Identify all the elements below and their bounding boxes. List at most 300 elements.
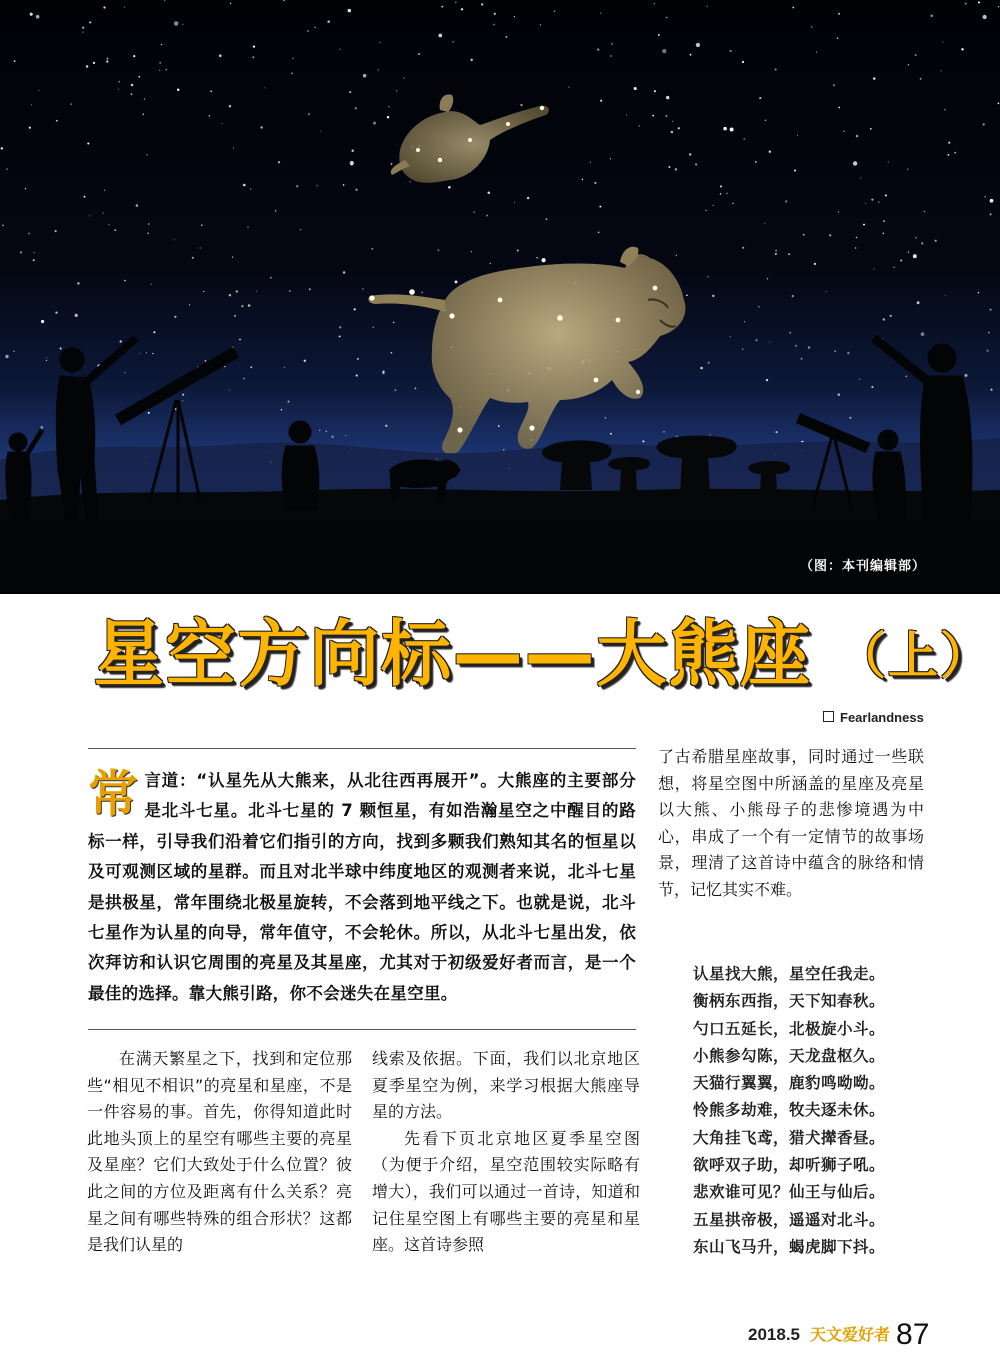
star — [82, 31, 83, 32]
star — [144, 98, 145, 99]
star — [356, 375, 358, 377]
star — [765, 119, 767, 121]
intro-paragraph — [88, 766, 636, 1009]
star — [870, 128, 872, 130]
star — [256, 291, 257, 292]
star — [275, 210, 277, 212]
star — [70, 103, 72, 105]
star — [639, 125, 640, 126]
page-footer — [748, 1318, 929, 1352]
star — [486, 215, 488, 217]
star — [224, 366, 225, 367]
star — [597, 48, 599, 50]
star — [514, 202, 515, 203]
star — [118, 81, 120, 83]
star — [182, 400, 183, 401]
star — [264, 87, 265, 88]
star — [395, 389, 397, 391]
star — [247, 226, 248, 227]
star — [46, 357, 47, 358]
star — [55, 230, 57, 232]
star — [103, 213, 104, 214]
star — [373, 122, 376, 125]
star — [908, 252, 909, 253]
star — [954, 152, 956, 154]
star — [200, 247, 201, 248]
star — [686, 295, 688, 297]
star — [708, 362, 710, 364]
star — [785, 200, 787, 202]
star — [642, 440, 644, 442]
star — [600, 12, 601, 13]
star — [210, 90, 212, 92]
star — [882, 233, 884, 235]
star — [732, 203, 733, 204]
star — [712, 295, 714, 297]
star — [234, 315, 236, 317]
star — [965, 3, 967, 5]
star — [28, 233, 30, 235]
star — [30, 13, 33, 16]
star — [774, 68, 776, 70]
star — [666, 96, 669, 99]
star — [983, 15, 987, 19]
star — [863, 224, 865, 226]
star — [438, 34, 442, 38]
star — [25, 188, 26, 189]
star — [921, 242, 923, 244]
star — [143, 113, 144, 114]
star — [20, 251, 22, 253]
star — [320, 131, 321, 132]
star — [151, 284, 152, 285]
intro-top-rule — [88, 748, 636, 749]
star — [13, 351, 14, 352]
star — [350, 161, 354, 165]
star — [84, 196, 86, 198]
star — [849, 417, 851, 419]
star — [86, 65, 88, 67]
star — [527, 197, 529, 199]
star — [87, 142, 89, 144]
poem-line: 东山飞马升，蝎虎脚下抖。 — [693, 1236, 886, 1256]
star — [14, 60, 16, 62]
star — [493, 24, 495, 26]
star — [838, 211, 839, 212]
star — [803, 234, 805, 236]
star — [908, 64, 909, 65]
star — [853, 161, 857, 165]
star — [545, 218, 547, 220]
star — [792, 7, 794, 9]
star — [990, 199, 994, 203]
star — [885, 194, 887, 196]
star — [38, 90, 39, 91]
star — [382, 372, 384, 374]
star — [36, 15, 40, 19]
star — [345, 435, 346, 436]
night-sky-scene — [0, 0, 1000, 594]
poem-line: 小熊参勾陈，天龙盘枢久。 — [693, 1045, 886, 1065]
star — [590, 162, 591, 163]
star — [471, 251, 472, 252]
star — [658, 34, 660, 36]
star — [252, 56, 254, 58]
star — [920, 78, 922, 80]
star — [388, 106, 389, 107]
star — [826, 291, 827, 292]
star — [890, 315, 892, 317]
star — [308, 113, 310, 115]
star — [792, 295, 794, 297]
star — [924, 211, 926, 213]
star — [174, 21, 179, 26]
star — [505, 36, 507, 38]
star — [148, 412, 150, 414]
star — [378, 69, 379, 70]
star — [769, 342, 770, 343]
star — [55, 311, 57, 313]
star — [610, 433, 612, 435]
poem-line: 勺口五延长，北极旋小斗。 — [693, 1018, 886, 1038]
star — [610, 158, 611, 159]
star — [300, 229, 301, 230]
star — [403, 77, 404, 78]
star — [742, 348, 743, 349]
star — [396, 90, 397, 91]
article-title-suffix: （上） — [836, 627, 993, 685]
star — [354, 308, 356, 310]
star — [104, 189, 106, 191]
star — [775, 253, 777, 255]
star — [233, 148, 234, 149]
star — [314, 27, 315, 28]
star — [34, 252, 35, 253]
star — [678, 127, 680, 129]
star — [860, 178, 861, 179]
star — [230, 3, 231, 4]
star — [296, 185, 298, 187]
star — [794, 170, 796, 172]
star — [131, 84, 134, 87]
article-title-main: 星空方向标——大熊座 — [94, 612, 812, 696]
article-title — [94, 612, 992, 698]
star — [40, 426, 43, 429]
star — [201, 224, 203, 226]
star — [339, 49, 340, 50]
star — [241, 305, 244, 308]
star — [148, 223, 150, 225]
star — [743, 138, 745, 140]
star — [60, 348, 62, 350]
star — [288, 401, 290, 403]
star — [917, 301, 920, 304]
body-paragraph: 先看下页北京地区夏季星空图（为便于介绍，星空范围较实际略有增大），我们可以通过一首诗，知道和记住星空图上有哪些主要的亮星和星座。这首诗参照 — [372, 1128, 640, 1255]
star — [900, 259, 902, 261]
star — [159, 70, 160, 71]
star — [930, 15, 933, 18]
star — [343, 271, 345, 273]
star — [325, 430, 327, 432]
image-credit: （图：本刊编辑部） — [799, 559, 926, 574]
star — [755, 161, 757, 163]
star — [913, 254, 917, 258]
star — [696, 43, 700, 47]
star — [488, 191, 491, 194]
star — [415, 388, 417, 390]
star — [654, 3, 655, 4]
star — [250, 366, 252, 368]
star — [689, 153, 691, 155]
star — [281, 409, 282, 410]
star — [490, 263, 491, 264]
star — [153, 331, 155, 333]
star — [343, 184, 345, 186]
star — [77, 282, 80, 285]
star — [474, 212, 475, 213]
star — [229, 390, 230, 391]
star — [41, 320, 44, 323]
star — [152, 353, 153, 354]
star — [634, 87, 637, 90]
star — [391, 352, 393, 354]
poem-line: 欲呼双子助，却听狮子吼。 — [693, 1155, 886, 1175]
star — [907, 169, 908, 170]
star — [243, 378, 245, 380]
star — [307, 30, 309, 32]
star — [838, 107, 840, 109]
star — [189, 304, 190, 305]
star — [865, 203, 866, 204]
star — [120, 340, 122, 342]
star — [905, 376, 907, 378]
star — [983, 123, 985, 125]
star — [6, 168, 8, 170]
star — [5, 355, 8, 358]
star — [598, 232, 600, 234]
star — [921, 332, 925, 336]
star — [789, 332, 791, 334]
star — [676, 255, 677, 256]
star — [795, 345, 797, 347]
star — [671, 131, 674, 134]
star — [855, 247, 856, 248]
star — [148, 233, 149, 234]
poem-line: 天猫行翼翼，鹿豹鸣呦呦。 — [693, 1073, 886, 1093]
star — [270, 277, 271, 278]
star — [610, 55, 612, 57]
star — [385, 425, 387, 427]
star — [292, 57, 293, 58]
star — [481, 3, 483, 5]
star — [410, 181, 411, 182]
star — [943, 41, 944, 42]
star — [814, 263, 816, 265]
star — [89, 21, 91, 23]
star — [174, 316, 176, 318]
star — [304, 360, 306, 362]
star — [663, 431, 664, 432]
star — [833, 84, 835, 86]
star — [349, 91, 351, 93]
star — [987, 350, 989, 352]
star — [133, 55, 135, 57]
hero-illustration — [0, 0, 1000, 594]
star — [177, 89, 180, 92]
star — [769, 151, 771, 153]
star — [357, 358, 359, 360]
poem-line: 五星拱帝极，遥遥对北斗。 — [693, 1209, 886, 1229]
star — [192, 257, 194, 259]
star — [662, 49, 666, 53]
intro-text: 言道：“认星先从大熊来，从北往西再展开”。大熊座的主要部分是北斗七星。北斗七星的 7 颗恒星，有如浩瀚星空之中醒目的路标一样，引导我们沿着它们指引的方向，找到多颗我们熟知其名的恒星以及可观测区域的星群。而且对北半球中纬度地区的观测者来说，北斗七星是拱极星，常年围绕北极星旋转，不会落到地平线之下。也就是说，北斗七星作为认星的向导，常年值守，不会轮休。所以，从北斗七星出发，依次拜访和认识它周围的亮星及其星座，尤其对于初级爱好者而言，是一个最佳的选择。靠大熊引路，你不会迷失在星空里。 — [88, 771, 636, 1003]
star — [988, 332, 990, 334]
star — [837, 37, 839, 39]
star — [935, 240, 937, 242]
star — [182, 24, 183, 25]
star — [106, 60, 108, 62]
star — [448, 186, 451, 189]
star — [730, 336, 731, 337]
star — [219, 54, 222, 57]
star — [843, 130, 845, 132]
star — [514, 16, 515, 17]
star — [666, 17, 668, 19]
poem-line: 大角挂飞鸢，猎犬撵香昼。 — [693, 1127, 886, 1147]
star — [278, 161, 280, 163]
star — [33, 259, 35, 261]
star — [775, 431, 777, 433]
star — [124, 372, 125, 373]
star — [93, 62, 95, 64]
constellation-poem — [693, 960, 885, 1260]
star — [138, 76, 140, 78]
star — [816, 52, 817, 53]
star — [871, 198, 873, 200]
star — [250, 188, 252, 190]
star — [540, 24, 541, 25]
star — [355, 107, 357, 109]
star — [605, 417, 607, 419]
star — [744, 321, 745, 322]
star — [253, 45, 255, 47]
star — [878, 202, 879, 203]
star — [893, 267, 894, 268]
star — [1, 147, 3, 149]
star — [883, 220, 885, 222]
star — [455, 2, 456, 3]
star — [494, 13, 496, 15]
star — [289, 290, 291, 292]
star — [209, 115, 210, 116]
star — [672, 121, 673, 122]
star — [700, 367, 703, 370]
star — [834, 350, 836, 352]
star — [348, 9, 351, 12]
star — [131, 93, 133, 95]
star — [159, 62, 161, 64]
star — [998, 103, 1000, 105]
star — [940, 70, 941, 71]
star — [103, 6, 105, 8]
star — [236, 290, 238, 292]
star — [437, 249, 439, 251]
star — [990, 389, 992, 391]
drop-cap: 常 — [88, 765, 139, 823]
star — [89, 215, 90, 216]
body-paragraph-continued: 线索及依据。下面，我们以北京地区夏季星空为例，来学习根据大熊座导星的方法。 — [372, 1049, 640, 1122]
star — [355, 189, 357, 191]
star — [720, 185, 722, 187]
star — [874, 268, 875, 269]
star — [742, 61, 744, 63]
body-column-2 — [372, 1046, 640, 1259]
star — [229, 294, 232, 297]
star — [182, 394, 184, 396]
star — [948, 142, 950, 144]
star — [146, 352, 147, 353]
star — [755, 339, 757, 341]
star — [829, 234, 831, 236]
star — [626, 114, 627, 115]
star — [808, 346, 811, 349]
star — [46, 360, 47, 361]
star — [498, 425, 500, 427]
star — [797, 135, 798, 136]
star — [371, 248, 373, 250]
issue-date: 2018.5 — [748, 1325, 800, 1344]
star — [56, 120, 58, 122]
star — [775, 250, 776, 251]
star — [856, 135, 858, 137]
star — [2, 224, 4, 226]
star — [471, 59, 473, 61]
star — [239, 339, 241, 341]
star — [723, 127, 727, 131]
star — [767, 278, 768, 279]
square-outline-icon — [823, 711, 834, 722]
star — [339, 326, 341, 328]
star — [989, 309, 991, 311]
star — [859, 379, 860, 380]
star — [915, 237, 916, 238]
star — [75, 314, 78, 317]
poem-line: 衡柄东西指，天下知春秋。 — [693, 991, 886, 1011]
star — [811, 26, 812, 27]
star — [713, 205, 714, 206]
star — [118, 89, 119, 90]
star — [985, 196, 986, 197]
star — [114, 229, 116, 231]
star — [594, 182, 596, 184]
star — [838, 393, 840, 395]
star — [542, 258, 546, 262]
star — [978, 1, 980, 3]
star — [668, 166, 670, 168]
star — [759, 97, 761, 99]
star — [124, 7, 125, 8]
star — [380, 42, 381, 43]
star — [139, 353, 140, 354]
star — [978, 292, 979, 293]
star — [136, 204, 139, 207]
star — [915, 54, 917, 56]
star — [243, 184, 246, 187]
star — [362, 288, 364, 290]
star — [990, 213, 992, 215]
page-number: 87 — [896, 1318, 930, 1351]
star — [82, 26, 85, 29]
